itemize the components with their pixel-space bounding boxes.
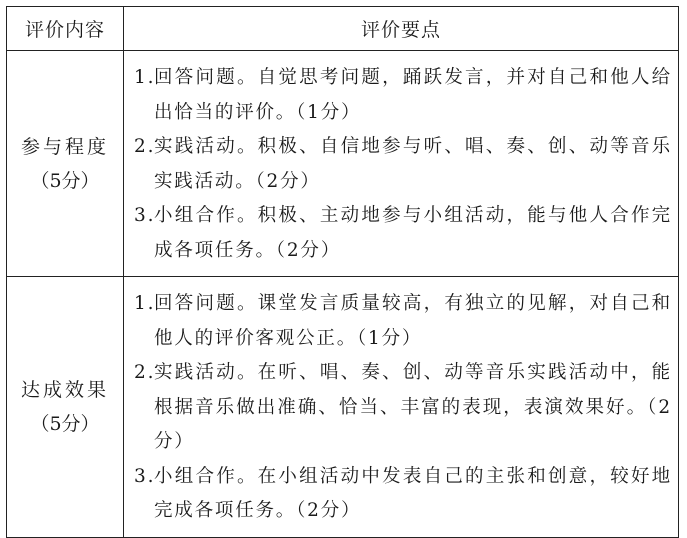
list-item — [134, 356, 672, 460]
item-text: 实践活动。在听、唱、奏、创、动等音乐实践活动中，能根据音乐做出准确、恰当、丰富的表现，表演效果好。（2分） — [154, 362, 672, 452]
items-cell — [124, 51, 679, 277]
category-title: 参与程度 — [20, 135, 109, 158]
list-item — [134, 130, 672, 199]
category-score: （5分） — [30, 412, 100, 435]
table-row — [7, 277, 679, 538]
category-cell — [7, 51, 124, 277]
items-cell — [124, 277, 679, 538]
category-title: 达成效果 — [20, 378, 109, 401]
category-cell — [7, 277, 124, 538]
header-row — [7, 7, 679, 51]
item-number: 2. — [134, 362, 156, 383]
evaluation-table — [6, 6, 679, 538]
item-number: 1. — [134, 293, 156, 314]
category-score: （5分） — [30, 169, 100, 192]
table-row — [7, 51, 679, 277]
item-number: 1. — [134, 67, 156, 88]
item-number: 3. — [134, 465, 156, 487]
list-item — [134, 460, 672, 529]
header-evaluation-content: 评价内容 — [7, 7, 124, 51]
list-item — [134, 199, 672, 268]
item-text: 小组合作。在小组活动中发表自己的主张和创意，较好地完成各项任务。（2分） — [154, 465, 672, 521]
item-text: 实践活动。积极、自信地参与听、唱、奏、创、动等音乐实践活动。（2分） — [154, 136, 672, 192]
list-item — [134, 61, 672, 130]
item-text: 回答问题。课堂发言质量较高，有独立的见解，对自己和他人的评价客观公正。（1分） — [154, 293, 672, 349]
item-text: 小组合作。积极、主动地参与小组活动，能与他人合作完成各项任务。（2分） — [154, 205, 672, 261]
item-number: 2. — [134, 136, 156, 157]
item-number: 3. — [134, 205, 156, 226]
header-evaluation-points: 评价要点 — [124, 7, 679, 51]
item-text: 回答问题。自觉思考问题，踊跃发言，并对自己和他人给出恰当的评价。（1分） — [154, 67, 672, 123]
list-item — [134, 287, 672, 356]
